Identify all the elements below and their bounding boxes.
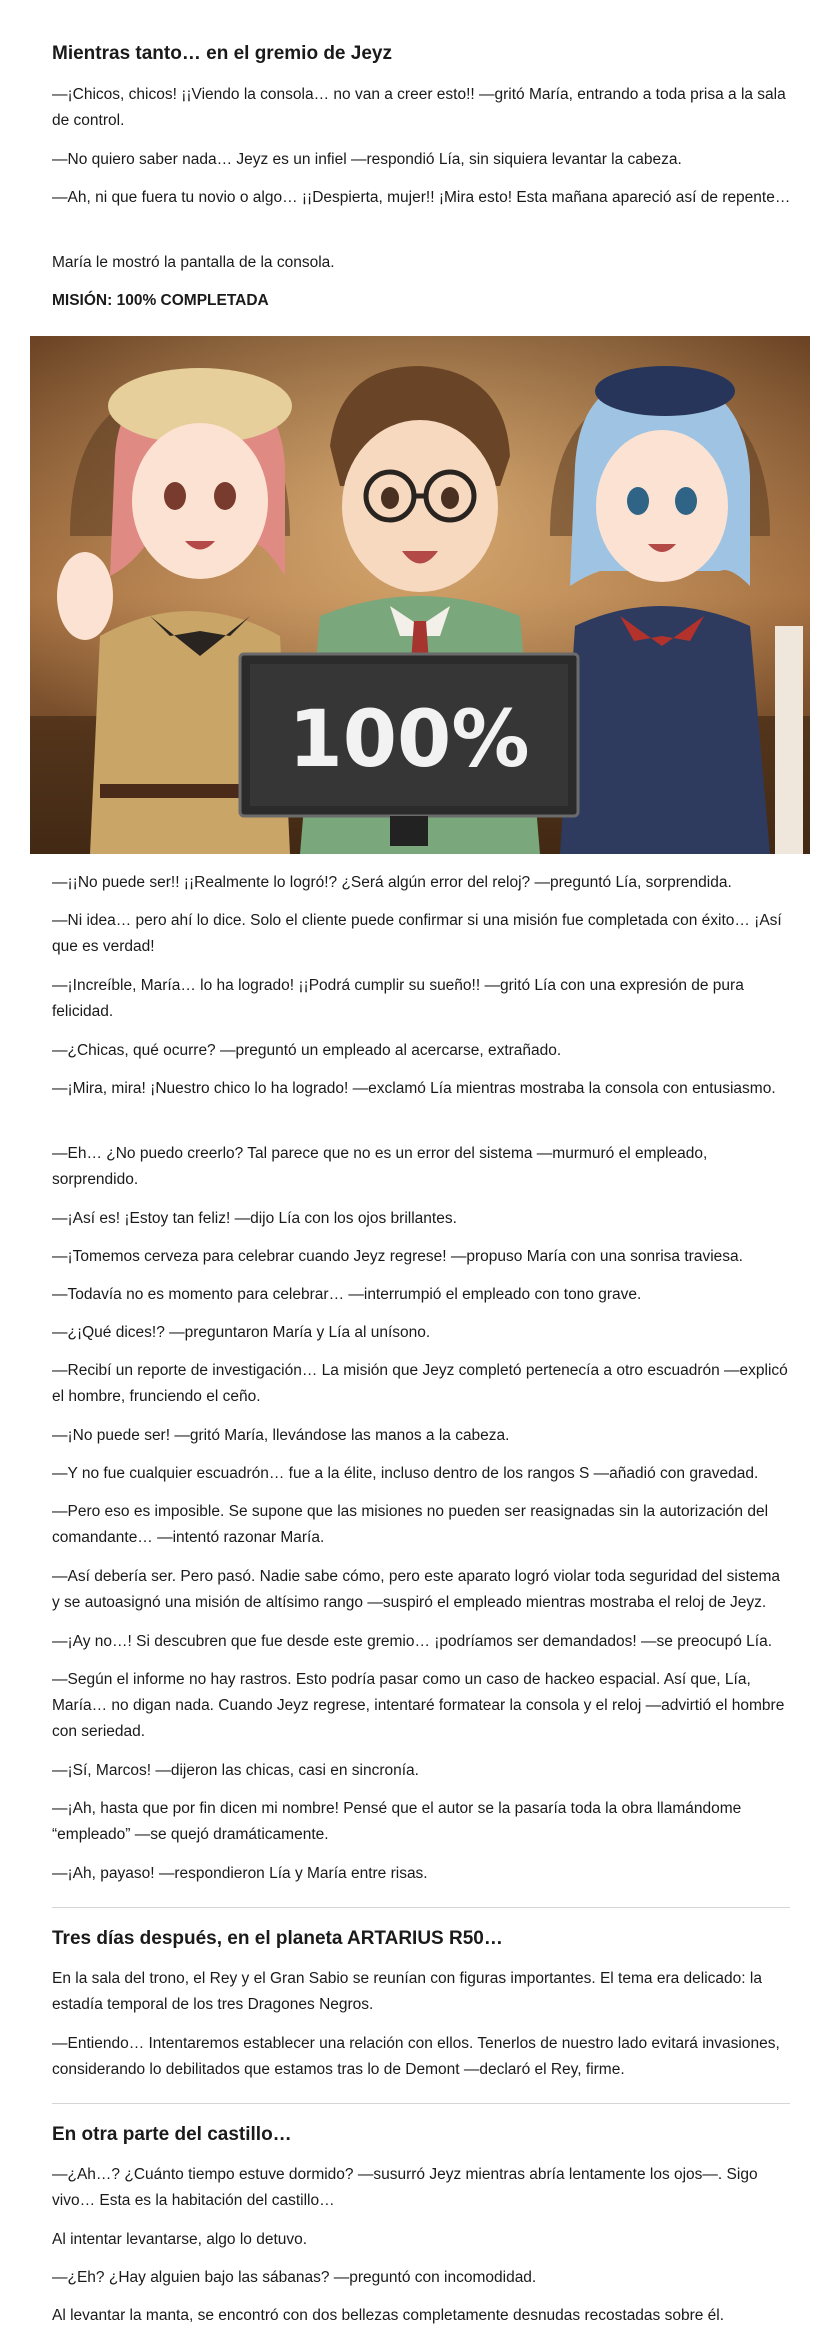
paragraph-block [52,2162,792,2214]
paragraph-block [52,1629,792,1655]
paragraph-block [52,1861,792,1887]
paragraph-block [52,1564,792,1616]
paragraph: —¡Ay no…! Si descubren que fue desde este gremio… ¡podríamos ser demandados! —se preocupó Lía. [52,1633,773,1650]
paragraph: María le mostró la pantalla de la consola. [52,254,335,271]
section-castle [52,2123,792,2147]
paragraph: —¡Ah, hasta que por fin dicen mi nombre! Pensé que el autor se la pasaría toda la obra llamándome “empleado” —se quejó dramáticamente. [52,1800,742,1843]
illustration [30,336,810,854]
paragraph: Al levantar la manta, se encontró con dos bellezas completamente desnudas recostadas sobre él. [52,2307,725,2324]
paragraph: —Ah, ni que fuera tu novio o algo… ¡¡Despierta, mujer!! ¡Mira esto! Esta mañana apareció así de repente… [52,189,791,206]
paragraph: —¡Sí, Marcos! —dijeron las chicas, casi en sincronía. [52,1762,419,1779]
paragraph: —Así debería ser. Pero pasó. Nadie sabe cómo, pero este aparato logró violar toda seguridad del sistema y se autoasignó una misión de altísimo rango —suspiró el empleado mientras mostraba el reloj de Jeyz. [52,1568,781,1611]
section-heading: En otra parte del castillo… [52,2124,292,2145]
mission-status-line: MISIÓN: 100% COMPLETADA [52,292,269,309]
paragraph-block [52,1667,792,1745]
paragraph: —¡Tomemos cerveza para celebrar cuando Jeyz regrese! —propuso María con una sonrisa traviesa. [52,1248,743,1265]
dialogue-block [52,870,792,896]
paragraph-block [52,1206,792,1232]
console-screen-text: 100% [288,695,530,785]
paragraph: —¡Mira, mira! ¡Nuestro chico lo ha logrado! —exclamó Lía mientras mostraba la consola con entusiasmo. [52,1080,776,1097]
paragraph: —¡Increíble, María… lo ha logrado! ¡¡Podrá cumplir su sueño!! —gritó Lía con una expresión de pura felicidad. [52,977,744,1020]
paragraph-block [52,82,792,134]
paragraph: —Según el informe no hay rastros. Esto podría pasar como un caso de hackeo espacial. Así que, Lía, María… no digan nada. Cuando Jeyz regrese, intentaré formatear la consola y el reloj —advirtió el hombre con seriedad. [52,1671,785,1740]
paragraph-block [52,1758,792,1784]
section-planet [52,1927,792,1951]
paragraph: —Ni idea… pero ahí lo dice. Solo el cliente puede confirmar si una misión fue completada con éxito… ¡Así que es verdad! [52,912,782,955]
paragraph-block [52,1244,792,1270]
paragraph: —No quiero saber nada… Jeyz es un infiel —respondió Lía, sin siquiera levantar la cabeza. [52,151,682,168]
paragraph-block [52,250,792,276]
paragraph-block [52,1141,792,1193]
section-heading: Mientras tanto… en el gremio de Jeyz [52,43,392,64]
paragraph-block [52,185,792,211]
paragraph-block [52,1796,792,1848]
section-divider [52,2103,790,2104]
paragraph-block [52,2227,792,2253]
illustration-art [30,336,810,854]
paragraph: —Eh… ¿No puedo creerlo? Tal parece que no es un error del sistema —murmuró el empleado, sorprendido. [52,1145,708,1188]
paragraph-block [52,147,792,173]
paragraph: —Recibí un reporte de investigación… La misión que Jeyz completó pertenecía a otro escuadrón —explicó el hombre, frunciendo el ceño. [52,1362,788,1405]
paragraph-block [52,1282,792,1308]
paragraph-block [52,908,792,960]
paragraph-block [52,2265,792,2291]
paragraph: —¡Así es! ¡Estoy tan feliz! —dijo Lía con los ojos brillantes. [52,1210,457,1227]
paragraph-block [52,1038,792,1064]
paragraph: —¡No puede ser! —gritó María, llevándose las manos a la cabeza. [52,1427,510,1444]
paragraph: Al intentar levantarse, algo lo detuvo. [52,2231,308,2248]
paragraph: —¿Chicas, qué ocurre? —preguntó un empleado al acercarse, extrañado. [52,1042,562,1059]
paragraph-block [52,1358,792,1410]
paragraph: —Entiendo… Intentaremos establecer una relación con ellos. Tenerlos de nuestro lado evitará invasiones, considerando lo debilitados que estamos tras lo de Demont —declaró el Rey, firme. [52,2035,780,2078]
paragraph-block [52,1423,792,1449]
paragraph-block [52,1461,792,1487]
paragraph-block [52,1499,792,1551]
paragraph: —¿¡Qué dices!? —preguntaron María y Lía al unísono. [52,1324,431,1341]
paragraph-block [52,1966,792,2018]
paragraph: —¡¡No puede ser!! ¡¡Realmente lo logró!? ¿Será algún error del reloj? —preguntó Lía, sorprendida. [52,874,732,891]
paragraph: —Pero eso es imposible. Se supone que las misiones no pueden ser reasignadas sin la autorización del comandante… —intentó razonar María. [52,1503,769,1546]
paragraph: En la sala del trono, el Rey y el Gran Sabio se reunían con figuras importantes. El tema era delicado: la estadía temporal de los tres Dragones Negros. [52,1970,762,2013]
section-divider [52,1907,790,1908]
console-device [240,654,578,846]
paragraph-block [52,973,792,1025]
paragraph: —¡Chicos, chicos! ¡¡Viendo la consola… no van a creer esto!! —gritó María, entrando a toda prisa a la sala de control. [52,86,786,129]
paragraph: —Todavía no es momento para celebrar… —interrumpió el empleado con tono grave. [52,1286,642,1303]
paragraph: —¡Ah, payaso! —respondieron Lía y María entre risas. [52,1865,428,1882]
paragraph-block [52,1320,792,1346]
paragraph-block [52,288,792,314]
paragraph-block [52,2303,792,2329]
paragraph: —¿Eh? ¿Hay alguien bajo las sábanas? —preguntó con incomodidad. [52,2269,537,2286]
section-guild [52,42,792,66]
paragraph: —¿Ah…? ¿Cuánto tiempo estuve dormido? —susurró Jeyz mientras abría lentamente los ojos—. Sigo vivo… Esta es la habitación del castillo… [52,2166,758,2209]
paragraph-block [52,2031,792,2083]
section-heading: Tres días después, en el planeta ARTARIUS R50… [52,1928,503,1949]
paragraph-block [52,1076,792,1102]
paragraph: —Y no fue cualquier escuadrón… fue a la élite, incluso dentro de los rangos S —añadió con gravedad. [52,1465,759,1482]
